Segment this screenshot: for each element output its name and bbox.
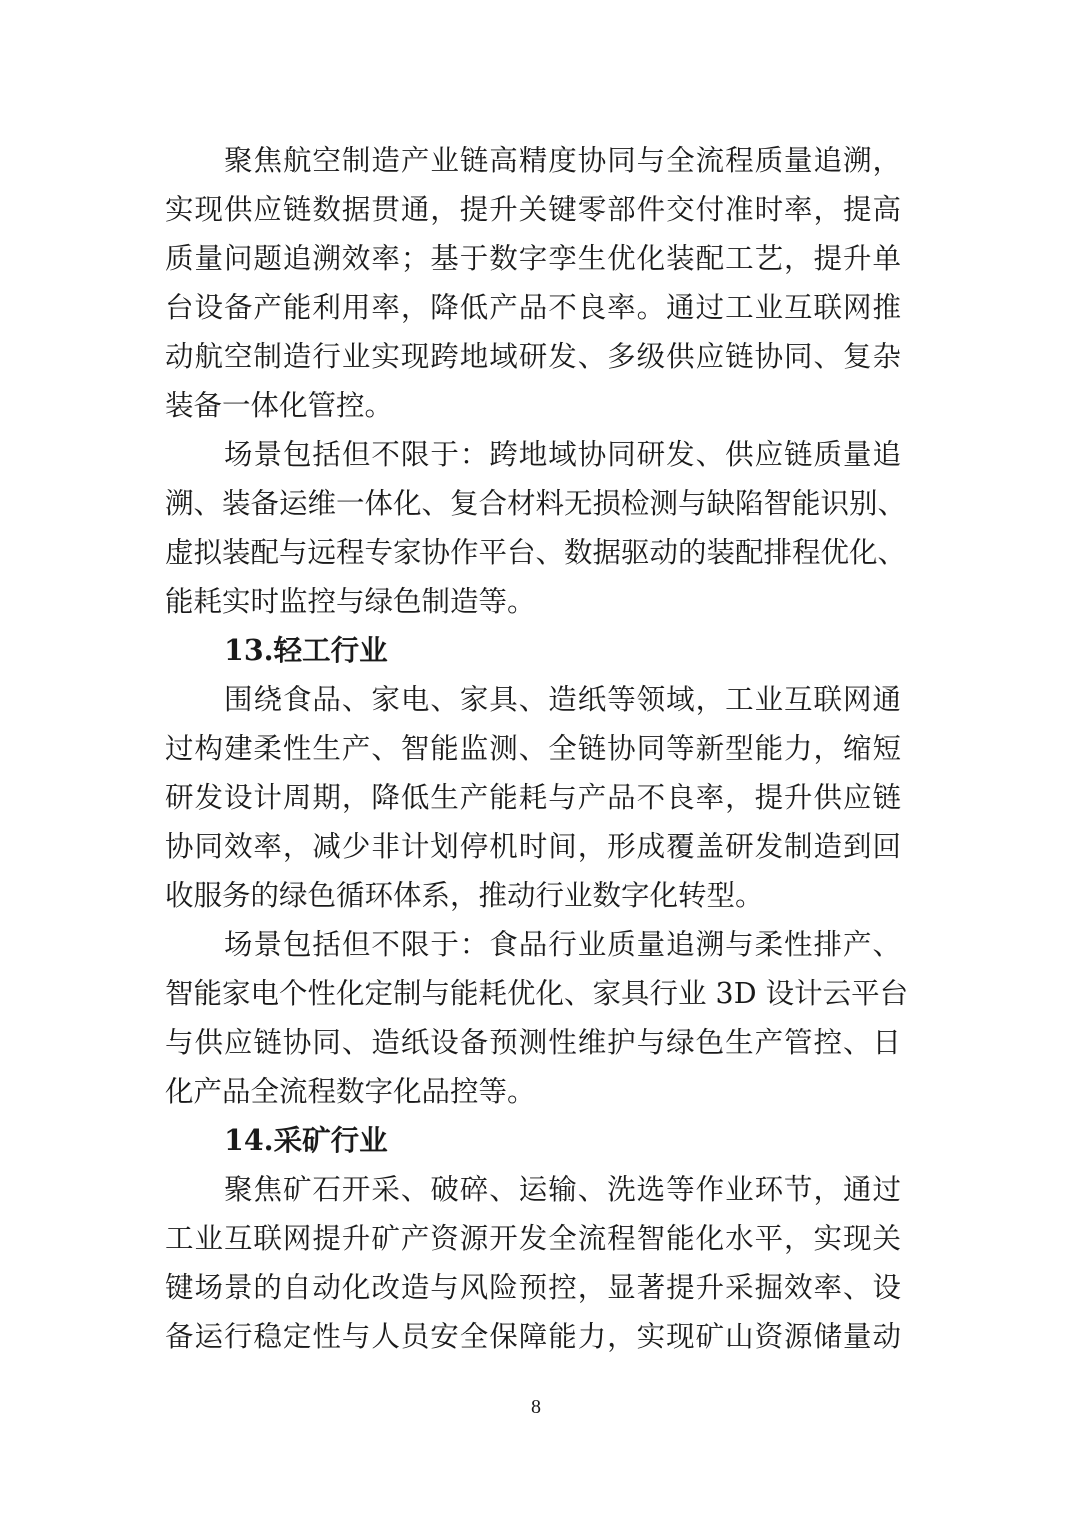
text-line: 智能家电个性化定制与能耗优化、家具行业 3D 设计云平台 [165,977,909,1010]
paragraph-mining-intro [165,1165,901,1361]
text-line: 工业互联网提升矿产资源开发全流程智能化水平，实现关 [165,1222,901,1255]
text-line: 协同效率，减少非计划停机时间，形成覆盖研发制造到回 [165,830,901,863]
text-line: 台设备产能利用率，降低产品不良率。通过工业互联网推 [165,291,901,324]
text-line: 聚焦矿石开采、破碎、运输、洗选等作业环节，通过 [224,1173,901,1206]
text-line: 场景包括但不限于：食品行业质量追溯与柔性排产、 [224,928,901,961]
text-line: 与供应链协同、造纸设备预测性维护与绿色生产管控、日 [165,1026,901,1059]
section-heading-mining: 14.采矿行业 [224,1123,388,1157]
paragraph-light-industry-scenarios [165,920,909,1116]
text-line: 备运行稳定性与人员安全保障能力，实现矿山资源储量动 [165,1320,901,1353]
text-line: 键场景的自动化改造与风险预控，显著提升采掘效率、设 [165,1271,901,1304]
text-line: 虚拟装配与远程专家协作平台、数据驱动的装配排程优化、 [165,536,907,569]
text-line: 溯、装备运维一体化、复合材料无损检测与缺陷智能识别、 [165,487,907,520]
document-body [165,136,909,1361]
text-line: 研发设计周期，降低生产能耗与产品不良率，提升供应链 [165,781,901,814]
paragraph-light-industry-intro [165,675,901,920]
paragraph-aviation-scenarios [165,430,907,626]
page-number: 8 [531,1396,541,1418]
text-line: 质量问题追溯效率；基于数字孪生优化装配工艺，提升单 [165,242,901,275]
paragraph-aviation-intro [165,136,901,430]
text-line: 围绕食品、家电、家具、造纸等领域，工业互联网通 [224,683,901,716]
text-line: 收服务的绿色循环体系，推动行业数字化转型。 [165,879,764,912]
text-line: 实现供应链数据贯通，提升关键零部件交付准时率，提高 [165,193,901,226]
section-heading-light-industry: 13.轻工行业 [224,633,388,667]
text-line: 过构建柔性生产、智能监测、全链协同等新型能力，缩短 [165,732,901,765]
text-line: 聚焦航空制造产业链高精度协同与全流程质量追溯， [224,144,901,177]
text-line: 动航空制造行业实现跨地域研发、多级供应链协同、复杂 [165,340,901,373]
text-line: 化产品全流程数字化品控等。 [165,1075,536,1108]
text-line: 装备一体化管控。 [165,389,394,422]
text-line: 能耗实时监控与绿色制造等。 [165,585,536,618]
text-line: 场景包括但不限于：跨地域协同研发、供应链质量追 [224,438,901,471]
